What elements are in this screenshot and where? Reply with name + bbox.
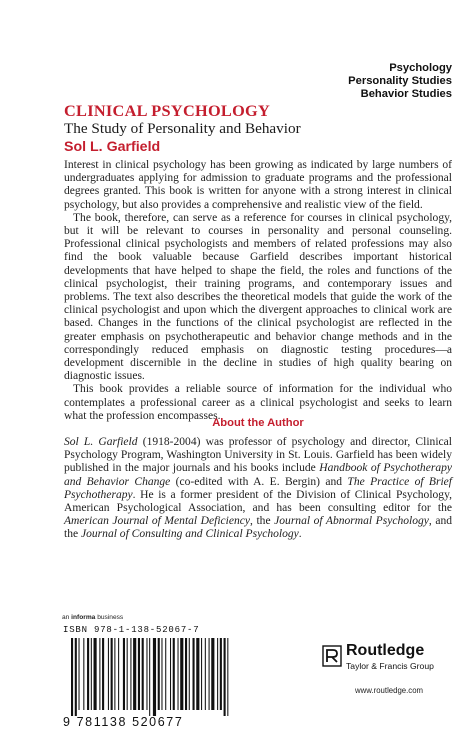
about-text-part: . — [298, 528, 302, 541]
subject-categories — [348, 62, 452, 102]
informa-brand: informa — [71, 614, 96, 621]
informa-business-line — [62, 614, 123, 621]
about-text-part: . He is a former president of the Division of Clinical Psychology, American Psychological Association, and has been consulting editor for the — [64, 488, 452, 515]
book-author: Sol L. Garfield — [64, 139, 161, 155]
subject-psychology: Psychology — [389, 62, 452, 74]
about-text-part: , the — [250, 515, 275, 528]
barcode-icon — [69, 638, 274, 718]
book-title: CLINICAL PSYCHOLOGY — [64, 101, 271, 120]
blurb — [64, 159, 452, 423]
isbn-barcode-box — [63, 625, 280, 730]
blurb-paragraph: This book provides a reliable source of information for the individual who contemplates a professional career as a clinical psychologist and seeks to learn what the profession encompasses. — [64, 383, 452, 422]
about-author-heading: About the Author — [212, 417, 304, 429]
blurb-paragraph: Interest in clinical psychology has been growing as indicated by large numbers of undergraduates applying for admission to graduate programs and the professional degrees granted. This book is written for anyone with a strong interest in clinical psychology, but also provides a comprehensive and realistic view of the field. — [64, 159, 452, 211]
journal-mental-deficiency: American Journal of Mental Deficiency — [64, 515, 251, 528]
barcode-digits: 9 781138 520677 — [63, 715, 184, 729]
subject-personality-studies: Personality Studies — [348, 75, 452, 88]
book-handbook-title: Handbook of Psychotherapy and Behavior Change — [64, 462, 452, 488]
book-subtitle: The Study of Personality and Behavior — [64, 120, 301, 137]
about-text-part: (co-edited with A. E. Bergin) and — [170, 475, 348, 488]
informa-prefix: an — [62, 614, 72, 621]
book-brief-psychotherapy-title: The Practice of Brief Psychotherapy — [64, 475, 453, 501]
routledge-logo-icon — [322, 645, 342, 667]
about-text-part: (1918-2004) was professor of psychology and director, Clinical Psychology Program, Washington University in St. Louis. Garfield has been widely published in the major journals and his books include — [64, 436, 452, 475]
author-name-italic: Sol L. Garfield — [64, 436, 138, 448]
about-text-part: , and the — [64, 515, 452, 541]
informa-suffix: business — [95, 614, 124, 621]
publisher-group: Taylor & Francis Group — [346, 661, 434, 671]
about-author-text — [64, 436, 452, 542]
publisher-name: Routledge — [346, 642, 425, 659]
journal-consulting-clinical: Journal of Consulting and Clinical Psychology — [81, 528, 299, 541]
isbn-label: ISBN 978-1-138-52067-7 — [63, 625, 200, 635]
publisher-url: www.routledge.com — [355, 686, 424, 695]
blurb-paragraph: The book, therefore, can serve as a reference for courses in clinical psychology, but it will be relevant to courses in personality and personal counseling. Professional clinical psychologists and members of related professions may also find the book valuable because Garfield describes important historical developments that have helped to shape the field, the roles and functions of the clinical psychologist, their training programs, and contemporary issues and problems. The text also describes the theoretical models that guide the work of the clinical psychologist and upon which the divergent approaches to clinical work are based. Changes in the functions of the clinical psychologist are reflected in the greater emphasis on psychotherapeutic and behavior change methods and in the correspondingly reduced emphasis on diagnostic testing procedures—a development discernible in the decline in studies of high quality bearing on diagnostic issues. — [64, 211, 452, 383]
journal-abnormal-psychology: Journal of Abnormal Psychology — [274, 515, 429, 528]
subject-behavior-studies: Behavior Studies — [360, 88, 452, 101]
